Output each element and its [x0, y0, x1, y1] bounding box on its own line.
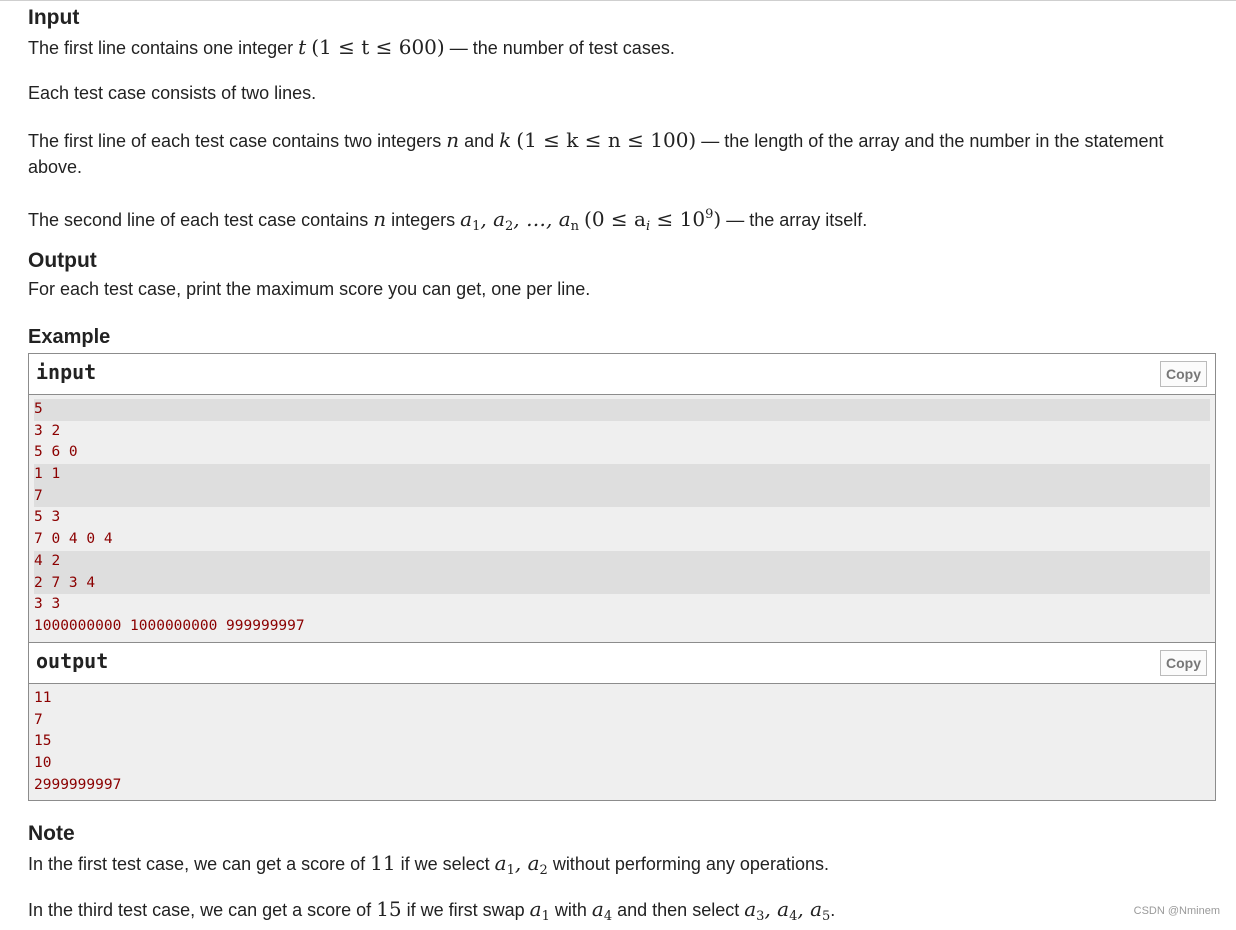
example-input-line: 3 3 [34, 596, 61, 613]
text: — the array itself. [726, 210, 868, 230]
math-part: ) [713, 207, 722, 231]
example-input-line: 1 1 [34, 464, 1210, 486]
example-input-header [29, 354, 1215, 395]
text: — the number of test cases. [444, 38, 675, 58]
example-output-line: 7 [34, 711, 43, 728]
example-output-label: output [36, 649, 109, 673]
input-paragraph-2: Each test case consists of two lines. [28, 83, 317, 103]
math-exponent: 9 [705, 207, 714, 222]
example-input-line: 5 [34, 399, 1210, 421]
note-paragraph-2 [28, 896, 1178, 930]
text: and then select [612, 900, 745, 920]
text: . [830, 900, 836, 920]
example-input-line: 4 2 [34, 551, 1210, 573]
example-output-line: 10 [34, 755, 52, 772]
note-paragraph-1 [28, 850, 1178, 884]
text: The first line contains one integer [28, 38, 299, 58]
watermark: CSDN @Nminem [1133, 905, 1220, 917]
math-constraint-nk: (1 ≤ k ≤ n ≤ 100) [516, 128, 697, 152]
example-output-box [28, 642, 1216, 801]
text: The first line of each test case contains two integers [28, 131, 447, 151]
math-a3-a4-a5: $a_3$, $a_4$, $a_5$ [744, 897, 831, 924]
copy-input-button[interactable]: Copy [1160, 361, 1207, 387]
math-constraint-a: $(0 \le a_i \le 10^9)$ [584, 207, 722, 234]
example-output-body [29, 684, 1215, 800]
math-a1-a2: $a_1$, $a_2$ [494, 851, 548, 878]
example-input-line: 2 7 3 4 [34, 573, 1210, 595]
math-part: ≤ 10 [650, 207, 706, 231]
example-input-box [28, 353, 1216, 643]
example-output-line: 2999999997 [34, 776, 122, 793]
example-input-line: 3 2 [34, 422, 61, 439]
math-n: n [446, 128, 460, 152]
text: In the first test case, we can get a score of [28, 854, 371, 874]
math-array: $a_1$, $a_2$, …, $a_n$ [460, 207, 580, 234]
math-value: 11 [370, 851, 396, 875]
math-part: (0 ≤ a [584, 207, 646, 231]
math-t: t [298, 35, 307, 59]
note-section-title: Note [28, 822, 75, 845]
example-input-label: input [36, 360, 97, 384]
output-section-title: Output [28, 249, 97, 272]
math-a4: $a_4$ [591, 897, 613, 924]
example-input-line: 5 6 0 [34, 444, 78, 461]
math-a1: $a_1$ [529, 897, 550, 924]
example-input-line: 7 [34, 486, 1210, 508]
example-input-line: 5 3 [34, 509, 61, 526]
text: integers [386, 210, 461, 230]
text: In the third test case, we can get a score of [28, 900, 377, 920]
example-input-line: 1000000000 1000000000 999999997 [34, 617, 305, 634]
input-paragraph-3 [28, 127, 1178, 180]
math-value: 15 [376, 897, 402, 921]
example-output-line: 11 [34, 690, 52, 706]
text: — the length of the array and the number in the statement above. [28, 131, 1164, 177]
example-output-header [29, 643, 1215, 684]
example-input-line: 7 0 4 0 4 [34, 531, 113, 548]
example-input-body [29, 395, 1215, 642]
example-output-line: 15 [34, 733, 52, 750]
math-n: n [373, 207, 387, 231]
math-k: k [499, 128, 512, 152]
text: without performing any operations. [547, 854, 829, 874]
input-paragraph-1 [28, 34, 1178, 61]
copy-output-button[interactable]: Copy [1160, 650, 1207, 676]
math-constraint-t: (1 ≤ t ≤ 600) [311, 35, 445, 59]
text: if we first swap [401, 900, 530, 920]
top-divider [0, 0, 1236, 1]
text: The second line of each test case contains [28, 210, 374, 230]
output-paragraph-1: For each test case, print the maximum score you can get, one per line. [28, 279, 591, 299]
text: and [459, 131, 500, 151]
text: with [549, 900, 592, 920]
input-paragraph-4 [28, 202, 1178, 240]
text: if we select [395, 854, 495, 874]
example-title: Example [28, 326, 111, 348]
input-section-title: Input [28, 6, 80, 29]
